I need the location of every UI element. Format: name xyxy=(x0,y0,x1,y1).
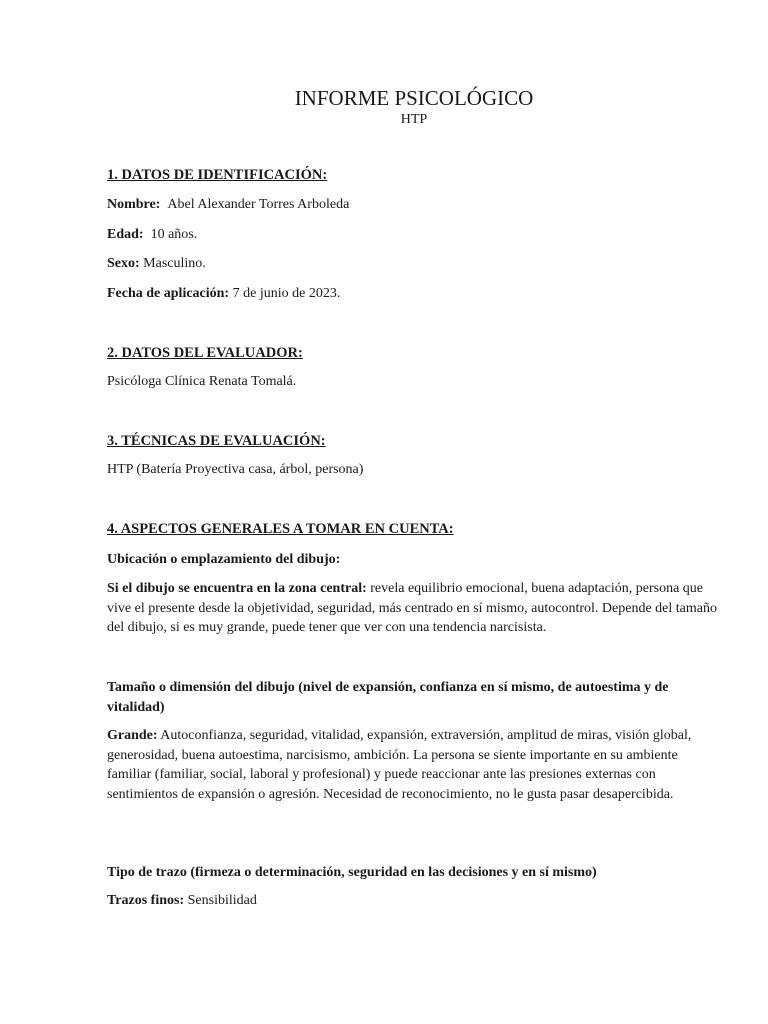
section-3-heading: 3. TÉCNICAS DE EVALUACIÓN: xyxy=(107,433,326,449)
grande-text: Autoconfianza, seguridad, vitalidad, expansión, extraversión, amplitud de miras, visión global, generosidad, buena autoestima, narcisismo, ambición. La persona se siente importante en su ambiente familiar (familiar, social, laboral y profesional) y puede reaccionar ante las presiones externas con sentimientos de expansión o agresión. Necesidad de reconocimiento, no le gusta pasar desapercibida. xyxy=(107,728,692,802)
section-1-heading: 1. DATOS DE IDENTIFICACIÓN: xyxy=(107,167,328,183)
tamano-subheading: Tamaño o dimensión del dibujo (nivel de expansión, confianza en sí mismo, de autoestima y de vitalidad) xyxy=(107,680,669,715)
trazos-finos-label: Trazos finos: xyxy=(107,893,185,908)
grande-paragraph xyxy=(107,726,717,804)
trazo-subheading: Tipo de trazo (firmeza o determinación, seguridad en las decisiones y en sí mismo) xyxy=(107,865,597,880)
field-fecha-label: Fecha de aplicación: xyxy=(107,286,230,301)
grande-label: Grande: xyxy=(107,728,158,743)
field-nombre-label: Nombre: xyxy=(107,197,161,212)
central-paragraph xyxy=(107,579,717,638)
field-edad xyxy=(107,227,197,243)
trazos-finos-value: Sensibilidad xyxy=(187,893,257,908)
evaluation-technique: HTP (Batería Proyectiva casa, árbol, persona) xyxy=(107,462,364,477)
field-nombre-value: Abel Alexander Torres Arboleda xyxy=(167,197,350,212)
section-4-heading: 4. ASPECTOS GENERALES A TOMAR EN CUENTA: xyxy=(107,521,454,537)
field-fecha-value: 7 de junio de 2023. xyxy=(232,286,341,301)
section-2-heading: 2. DATOS DEL EVALUADOR: xyxy=(107,345,303,361)
field-sexo xyxy=(107,256,206,272)
field-edad-label: Edad: xyxy=(107,227,144,242)
field-edad-value: 10 años. xyxy=(150,227,198,242)
evaluator-name: Psicóloga Clínica Renata Tomalá. xyxy=(107,374,297,389)
field-sexo-label: Sexo: xyxy=(107,256,140,271)
field-nombre xyxy=(107,197,349,213)
document-title: INFORME PSICOLÓGICO xyxy=(294,86,534,110)
field-fecha xyxy=(107,286,340,302)
central-label: Si el dibujo se encuentra en la zona central: xyxy=(107,581,367,596)
trazos-finos xyxy=(107,893,257,909)
central-text: revela equilibrio emocional, buena adaptación, persona que vive el presente desde la objetividad, seguridad, más centrado en sí mismo, autocontrol. Depende del tamaño del dibujo, si es muy grande, puede tener que ver con una tendencia narcisista. xyxy=(107,581,717,635)
field-sexo-value: Masculino. xyxy=(143,256,206,271)
document-subtitle: HTP xyxy=(400,112,428,127)
ubicacion-subheading: Ubicación o emplazamiento del dibujo: xyxy=(107,552,341,567)
